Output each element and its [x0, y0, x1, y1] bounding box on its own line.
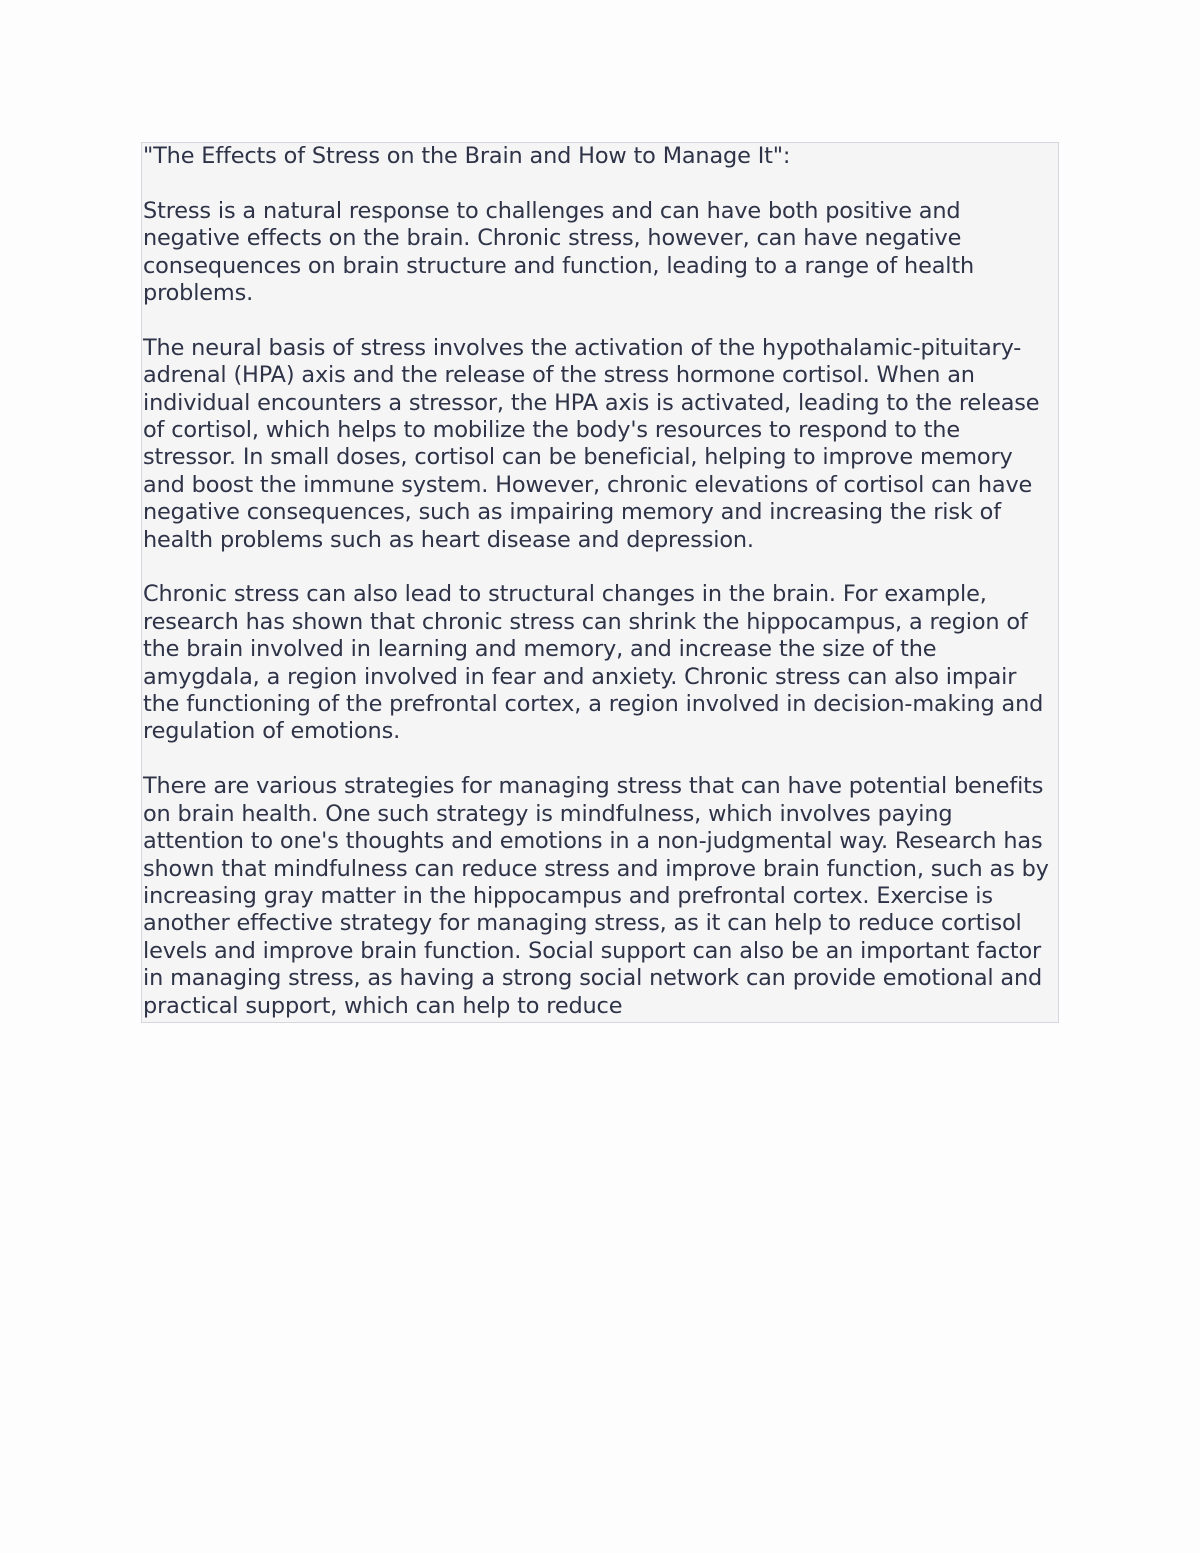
paragraph-neural-basis: The neural basis of stress involves the activation of the hypothalamic-pituitary-adrenal (HPA) axis and the release of the stress hormone cortisol. When an individual encounters a stressor, the HPA axis is activated, leading to the release of cortisol, which helps to mobilize the body's resources to respond to the stressor. In small doses, cortisol can be beneficial, helping to improve memory and boost the immune system. However, chronic elevations of cortisol can have negative consequences, such as impairing memory and increasing the risk of health problems such as heart disease and depression. — [143, 334, 1040, 553]
document-title: "The Effects of Stress on the Brain and How to Manage It": — [143, 143, 791, 169]
paragraph-structural-changes: Chronic stress can also lead to structural changes in the brain. For example, research has shown that chronic stress can shrink the hippocampus, a region of the brain involved in learning and memory, and increase the size of the amygdala, a region involved in fear and anxiety. Chronic stress can also impair the functioning of the prefrontal cortex, a region involved in decision-making and regulation of emotions. — [143, 581, 1044, 745]
paragraph-intro: Stress is a natural response to challenges and can have both positive and negative effects on the brain. Chronic stress, however, can have negative consequences on brain structure and function, leading to a range of health problems. — [143, 197, 975, 307]
document-text-box — [141, 142, 1059, 1023]
paragraph-management-strategies: There are various strategies for managing stress that can have potential benefits on brain health. One such strategy is mindfulness, which involves paying attention to one's thoughts and emotions in a non-judgmental way. Research has shown that mindfulness can reduce stress and improve brain function, such as by increasing gray matter in the hippocampus and prefrontal cortex. Exercise is another effective strategy for managing stress, as it can help to reduce cortisol levels and improve brain function. Social support can also be an important factor in managing stress, as having a strong social network can provide emotional and practical support, which can help to reduce — [143, 773, 1049, 1019]
